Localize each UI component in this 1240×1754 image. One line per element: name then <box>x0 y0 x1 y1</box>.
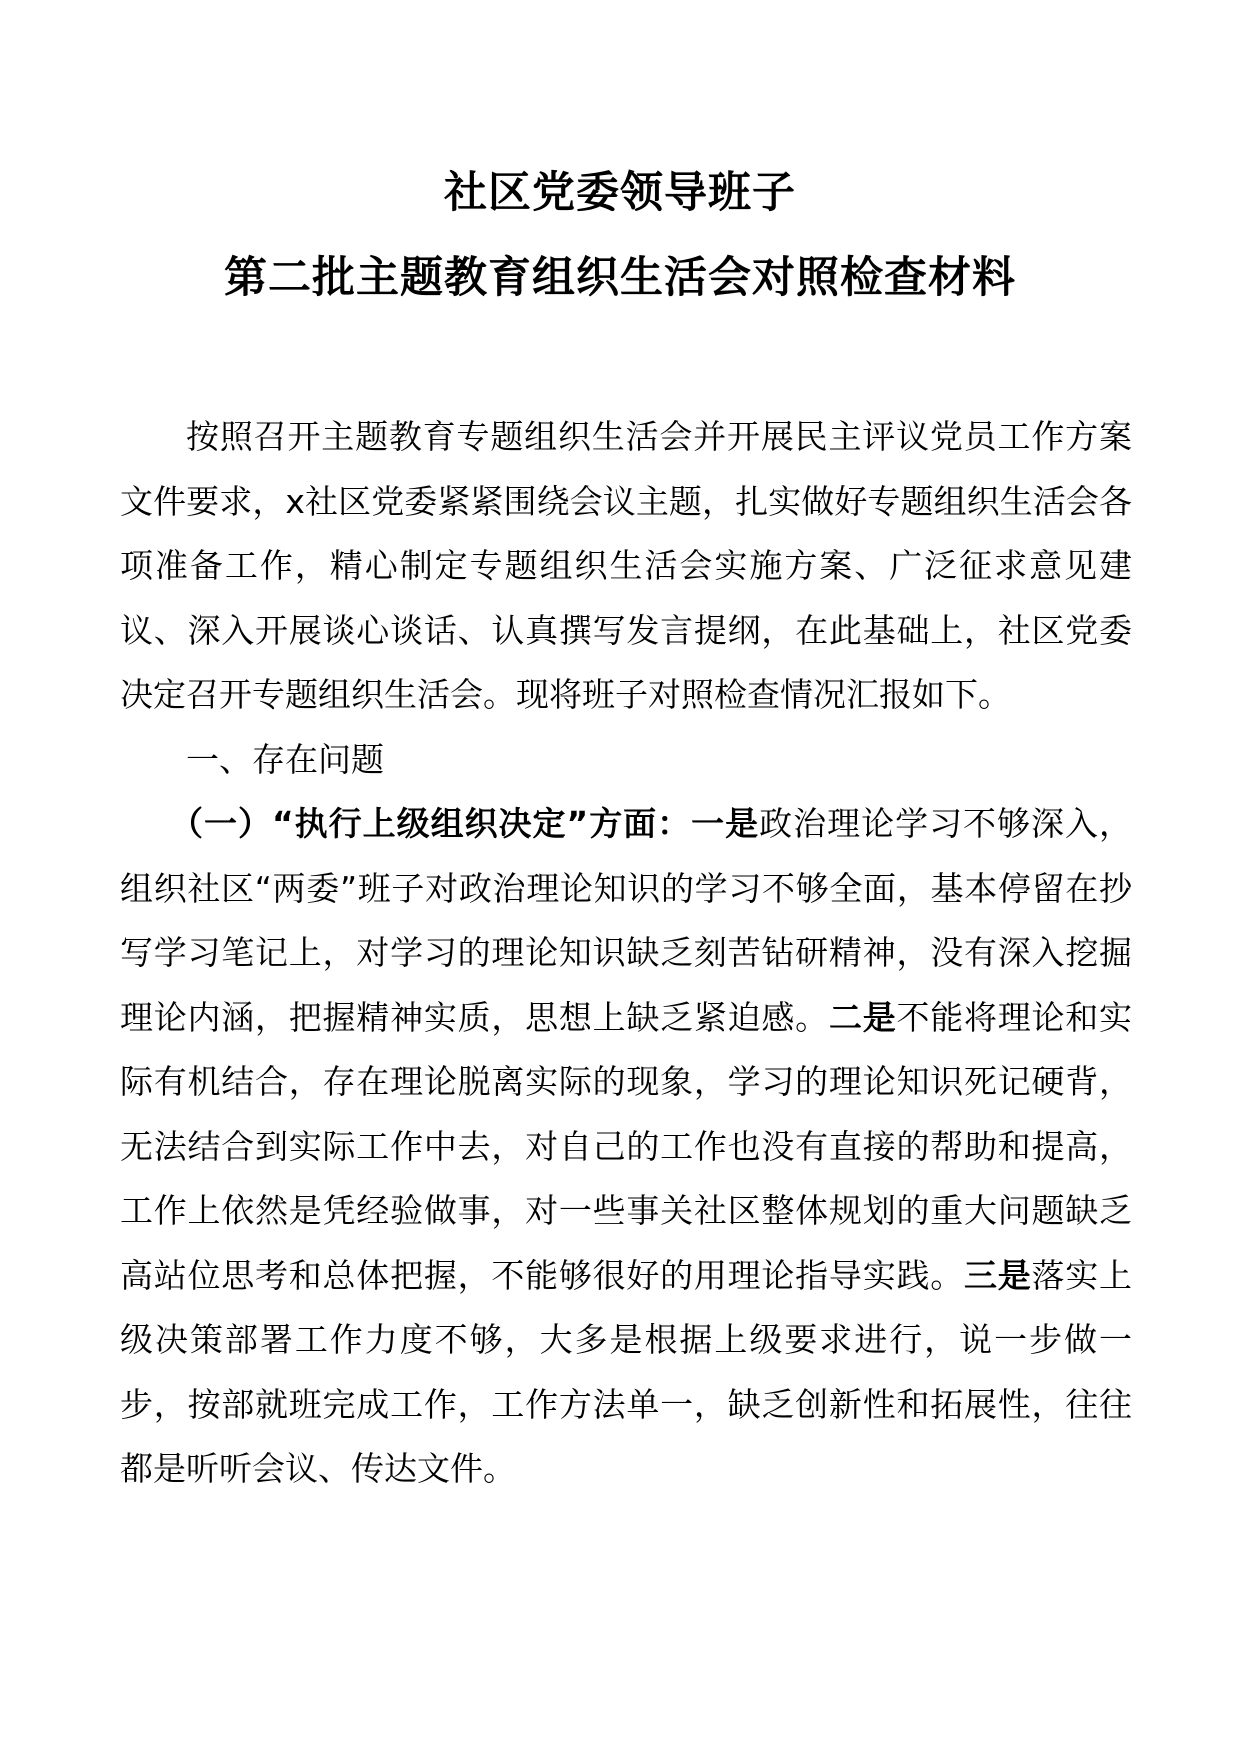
document-title-line-2: 第二批主题教育组织生活会对照检查材料 <box>224 253 1016 303</box>
point-3-text: 落实上级决策部署工作力度不够，大多是根据上级要求进行，说一步做一步，按部就班完成工作，工作方法单一，缺乏创新性和拓展性，往往都是听听会议、传达文件。 <box>120 1255 1133 1488</box>
subsection-heading: （一）“执行上级组织决定”方面： <box>170 804 692 843</box>
subsection-paragraph <box>120 792 1132 1502</box>
section-heading: 一、存在问题 <box>186 739 384 779</box>
point-3-label: 三是 <box>963 1255 1032 1295</box>
document-title-line-1: 社区党委领导班子 <box>444 168 796 218</box>
point-2-text: 不能将理论和实际有机结合，存在理论脱离实际的现象，学习的理论知识死记硬背，无法结合到实际工作中去，对自己的工作也没有直接的帮助和提高，工作上依然是凭经验做事，对一些事关社区整体规划的重大问题缺乏高站位思考和总体把握，不能够很好的用理论指导实践。 <box>120 997 1133 1295</box>
point-2-label: 二是 <box>828 997 897 1037</box>
document-body <box>120 405 1132 1502</box>
point-1-text: 政治理论学习不够深入，组织社区“两委”班子对政治理论知识的学习不够全面，基本停留在抄写学习笔记上，对学习的理论知识缺乏刻苦钻研精神，没有深入挖掘理论内涵，把握精神实质，思想上缺乏紧迫感。 <box>120 804 1133 1037</box>
intro-paragraph: 按照召开主题教育专题组织生活会并开展民主评议党员工作方案文件要求，x社区党委紧紧围绕会议主题，扎实做好专题组织生活会各项准备工作，精心制定专题组织生活会实施方案、广泛征求意见建议、深入开展谈心谈话、认真撰写发言提纲，在此基础上，社区党委决定召开专题组织生活会。现将班子对照检查情况汇报如下。 <box>120 417 1132 714</box>
point-1-label: 一是 <box>691 804 760 843</box>
